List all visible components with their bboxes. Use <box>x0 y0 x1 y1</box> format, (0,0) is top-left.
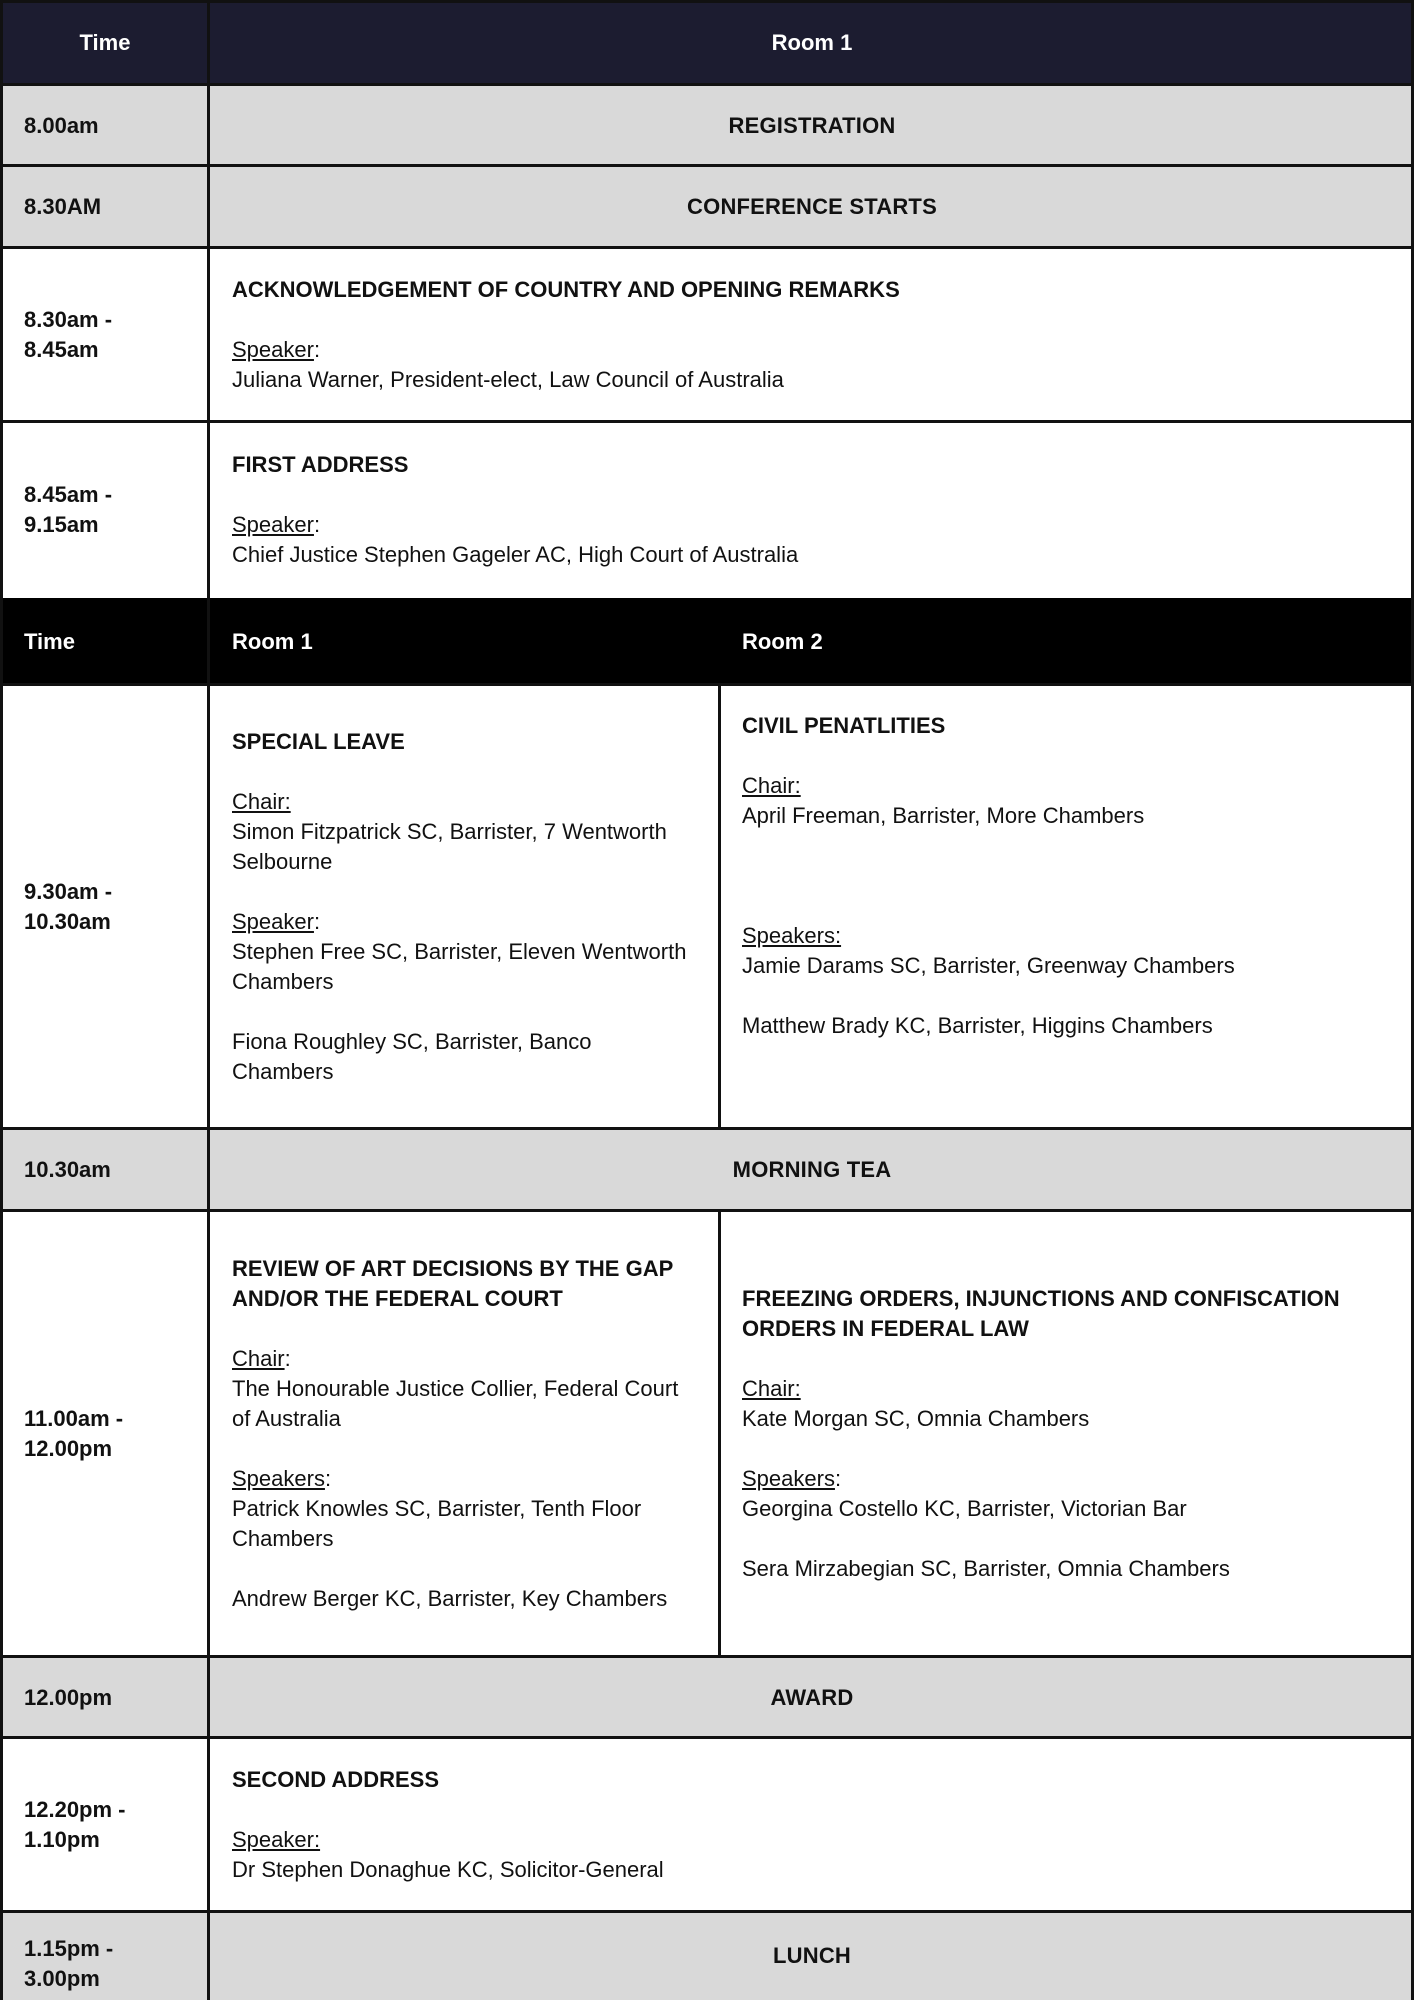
speaker-label: Speaker <box>232 909 314 934</box>
speakers-label: Speakers <box>742 1466 835 1491</box>
border-room-divider-1 <box>718 685 721 1129</box>
subheader-row <box>0 598 1414 685</box>
header-room-label: Room 1 <box>771 29 853 55</box>
session2-time-text: 11.00am - 12.00pm <box>24 1406 124 1461</box>
speakers-label: Speakers <box>232 1466 325 1491</box>
registration-banner <box>210 85 1414 166</box>
border-h <box>0 1910 1414 1913</box>
session2-room2-title: FREEZING ORDERS, INJUNCTIONS AND CONFISCATION ORDERS IN FEDERAL LAW <box>742 1286 1340 1341</box>
first-address-row <box>0 422 1414 598</box>
morning-tea-time: 10.30am <box>24 1157 111 1182</box>
header-room <box>210 0 1414 85</box>
border-top <box>0 0 1414 3</box>
acknowledgement-content: ACKNOWLEDGEMENT OF COUNTRY AND OPENING REMARKS Speaker: Juliana Warner, President-elect, Law Council of Australia <box>0 248 1414 422</box>
lunch-time <box>0 1912 210 2000</box>
border-left <box>0 0 3 2000</box>
first-address-time-text: 8.45am - 9.15am <box>24 482 113 537</box>
session1-room1: SPECIAL LEAVE Chair: Simon Fitzpatrick SC, Barrister, 7 Wentworth Selbourne Speaker: Stephen Free SC, Barrister, Eleven Wentworth Chambers Fiona Roughley SC, Barrister, Banco Chambers <box>210 685 720 1129</box>
award-banner-text: AWARD <box>770 1684 854 1710</box>
lunch-row <box>0 1912 1414 2000</box>
border-h <box>0 1655 1414 1658</box>
acknowledgement-time-text: 8.30am - 8.45am <box>24 307 113 362</box>
lunch-banner-text: LUNCH <box>773 1943 851 1968</box>
chair-label: Chair <box>232 1346 285 1371</box>
acknowledgement-row <box>0 248 1414 422</box>
border-h <box>0 246 1414 249</box>
border-h <box>0 420 1414 423</box>
second-address-row <box>0 1738 1414 1912</box>
session2-room1: REVIEW OF ART DECISIONS BY THE GAP AND/OR THE FEDERAL COURT Chair: The Honourable Justice Collier, Federal Court of Australia Speakers: Patrick Knowles SC, Barrister, Tenth Floor Chambers Andrew Berger KC, Barrister, Key Chambers <box>210 1211 720 1657</box>
border-h <box>0 683 1414 686</box>
session2-room1-speaker: Andrew Berger KC, Barrister, Key Chambers <box>232 1586 668 1611</box>
border-h <box>0 1127 1414 1130</box>
border-h <box>0 1209 1414 1212</box>
second-address-speaker: Dr Stephen Donaghue KC, Solicitor-General <box>232 1857 664 1882</box>
session1-row <box>0 685 1414 1129</box>
acknowledgement-speaker: Juliana Warner, President-elect, Law Council of Australia <box>232 367 784 392</box>
border-h <box>0 83 1414 86</box>
session1-room1-speaker: Fiona Roughley SC, Barrister, Banco Chambers <box>232 1029 592 1084</box>
border-h <box>0 1736 1414 1739</box>
chair-label: Chair: <box>232 789 291 814</box>
conference-starts-row <box>0 166 1414 248</box>
session1-room1-chair: Simon Fitzpatrick SC, Barrister, 7 Wentworth Selbourne <box>232 819 667 874</box>
morning-tea-row <box>0 1129 1414 1211</box>
chair-label: Chair: <box>742 773 801 798</box>
subheader-room2: Room 2 <box>742 628 823 654</box>
registration-row <box>0 85 1414 166</box>
first-address-title: FIRST ADDRESS <box>232 452 409 477</box>
speaker-label: Speaker <box>232 512 314 537</box>
session1-room2-title: CIVIL PENATLITIES <box>742 713 946 738</box>
morning-tea-banner-text: MORNING TEA <box>732 1157 892 1182</box>
session2-time <box>0 1211 210 1657</box>
session2-room1-chair: The Honourable Justice Collier, Federal Court of Australia <box>232 1376 679 1431</box>
session2-room2-speaker: Sera Mirzabegian SC, Barrister, Omnia Chambers <box>742 1556 1230 1581</box>
conference-starts-banner-text: CONFERENCE STARTS <box>687 194 937 219</box>
award-banner <box>210 1657 1414 1738</box>
subheader-room1: Room 1 <box>232 628 313 654</box>
session2-room1-speaker: Patrick Knowles SC, Barrister, Tenth Floor Chambers <box>232 1496 642 1551</box>
second-address-title: SECOND ADDRESS <box>232 1767 439 1792</box>
session1-room1-title: SPECIAL LEAVE <box>232 729 405 754</box>
session2-room1-title: REVIEW OF ART DECISIONS BY THE GAP AND/OR THE FEDERAL COURT <box>232 1256 673 1311</box>
session2-room2-chair: Kate Morgan SC, Omnia Chambers <box>742 1406 1090 1431</box>
session2-room2: FREEZING ORDERS, INJUNCTIONS AND CONFISCATION ORDERS IN FEDERAL LAW Chair: Kate Morgan SC, Omnia Chambers Speakers: Georgina Costello KC, Barrister, Victorian Bar Sera Mirzabegian SC, Barrister, Omnia Chambers <box>720 1211 1414 1657</box>
first-address-speaker: Chief Justice Stephen Gageler AC, High Court of Australia <box>232 542 799 567</box>
table-header-row <box>0 0 1414 85</box>
acknowledgement-title: ACKNOWLEDGEMENT OF COUNTRY AND OPENING REMARKS <box>232 277 900 302</box>
speaker-label: Speaker <box>232 337 314 362</box>
header-time-label: Time <box>79 29 131 55</box>
session1-time <box>0 685 210 1129</box>
registration-time: 8.00am <box>24 112 99 138</box>
session1-room2-chair: April Freeman, Barrister, More Chambers <box>742 803 1145 828</box>
session1-time-text: 9.30am - 10.30am <box>24 879 113 934</box>
session2-room2-speaker: Georgina Costello KC, Barrister, Victorian Bar <box>742 1496 1187 1521</box>
second-address-content <box>0 1738 1414 1912</box>
speakers-label: Speakers: <box>742 923 842 948</box>
subheader-time: Time <box>24 628 75 654</box>
session1-room2 <box>720 685 1414 1129</box>
border-time-column <box>207 0 210 2000</box>
lunch-time-text: 1.15pm - 3.00pm <box>24 1936 114 1991</box>
lunch-banner <box>210 1912 1414 2000</box>
border-room-divider-2 <box>718 1211 721 1657</box>
conference-starts-banner <box>210 166 1414 248</box>
header-time <box>0 0 210 85</box>
session1-room2-speaker: Matthew Brady KC, Barrister, Higgins Chambers <box>742 1013 1213 1038</box>
session1-room2-speaker: Jamie Darams SC, Barrister, Greenway Chambers <box>742 953 1235 978</box>
speaker-label: Speaker: <box>232 1827 321 1852</box>
second-address-time-text: 12.20pm - 1.10pm <box>24 1797 126 1852</box>
conference-starts-time: 8.30AM <box>24 194 102 219</box>
chair-label: Chair: <box>742 1376 801 1401</box>
award-time: 12.00pm <box>24 1684 113 1710</box>
morning-tea-banner <box>210 1129 1414 1211</box>
award-row <box>0 1657 1414 1738</box>
border-h <box>0 164 1414 167</box>
first-address-content: FIRST ADDRESS Speaker: Chief Justice Stephen Gageler AC, High Court of Australia <box>0 422 1414 598</box>
session1-room1-speaker: Stephen Free SC, Barrister, Eleven Wentworth Chambers <box>232 939 687 994</box>
registration-banner-text: REGISTRATION <box>728 112 896 138</box>
session2-row <box>0 1211 1414 1657</box>
